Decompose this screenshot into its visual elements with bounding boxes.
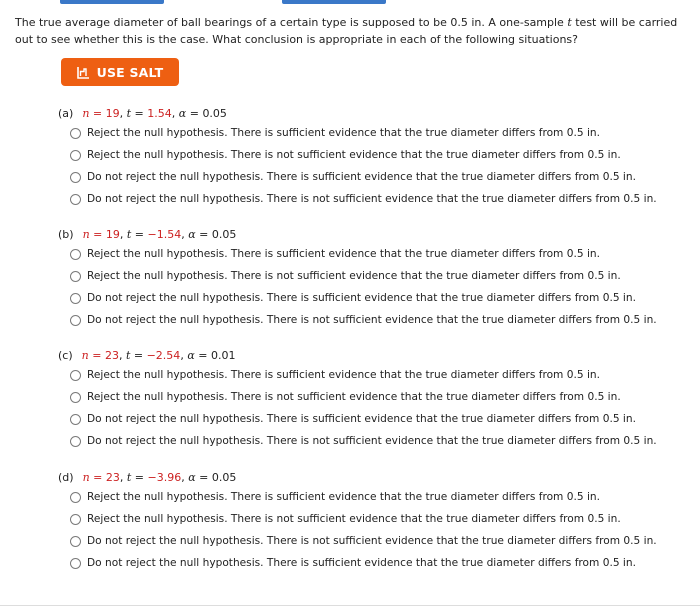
radio-button[interactable] xyxy=(70,414,81,425)
part-header: (b) n = 19, t = −1.54, α = 0.05 xyxy=(58,228,237,241)
option-radio[interactable] xyxy=(70,386,657,408)
part-c xyxy=(58,348,657,452)
option-radio[interactable] xyxy=(70,552,657,574)
t-label: t xyxy=(126,471,132,484)
alpha-label: α xyxy=(187,349,195,362)
n-label: n xyxy=(82,107,90,120)
alpha-value: 0.01 xyxy=(210,349,236,362)
intro-text-1: The true average diameter of ball bearings of a certain type is supposed to be 0.5 in. A one-sample xyxy=(15,16,568,29)
option-radio[interactable] xyxy=(70,144,657,166)
t-label: t xyxy=(126,107,132,120)
option-radio[interactable] xyxy=(70,265,657,287)
bottom-divider xyxy=(0,605,700,606)
use-salt-button[interactable] xyxy=(61,58,179,86)
radio-button[interactable] xyxy=(70,293,81,304)
option-label: Do not reject the null hypothesis. There is not sufficient evidence that the true diameter differs from 0.5 in. xyxy=(87,314,657,326)
radio-button[interactable] xyxy=(70,150,81,161)
n-label: n xyxy=(82,228,90,241)
use-salt-label: USE SALT xyxy=(96,64,164,80)
part-d xyxy=(58,470,657,574)
alpha-value: 0.05 xyxy=(202,107,227,120)
radio-button[interactable] xyxy=(70,514,81,525)
option-label: Do not reject the null hypothesis. There is sufficient evidence that the true diameter differs from 0.5 in. xyxy=(87,292,636,304)
option-label: Do not reject the null hypothesis. There is sufficient evidence that the true diameter differs from 0.5 in. xyxy=(87,413,636,425)
n-value: 23 xyxy=(104,349,119,362)
part-letter: (a) xyxy=(58,107,74,120)
option-radio[interactable] xyxy=(70,243,657,265)
radio-button[interactable] xyxy=(70,536,81,547)
option-label: Do not reject the null hypothesis. There is not sufficient evidence that the true diameter differs from 0.5 in. xyxy=(87,535,657,547)
part-letter: (c) xyxy=(58,349,73,362)
option-label: Reject the null hypothesis. There is sufficient evidence that the true diameter differs from 0.5 in. xyxy=(87,127,600,139)
part-header: (a) n = 19, t = 1.54, α = 0.05 xyxy=(58,107,227,120)
option-label: Do not reject the null hypothesis. There is not sufficient evidence that the true diameter differs from 0.5 in. xyxy=(87,193,657,205)
option-radio[interactable] xyxy=(70,166,657,188)
option-radio[interactable] xyxy=(70,188,657,210)
radio-button[interactable] xyxy=(70,194,81,205)
t-value: 1.54 xyxy=(147,107,172,120)
radio-button[interactable] xyxy=(70,392,81,403)
option-label: Reject the null hypothesis. There is not sufficient evidence that the true diameter differs from 0.5 in. xyxy=(87,149,621,161)
n-value: 19 xyxy=(105,107,120,120)
alpha-label: α xyxy=(188,471,196,484)
n-value: 19 xyxy=(105,228,120,241)
part-header: (d) n = 23, t = −3.96, α = 0.05 xyxy=(58,471,237,484)
t-label: t xyxy=(126,228,132,241)
intro-t-symbol: t xyxy=(567,16,572,29)
option-label: Reject the null hypothesis. There is not sufficient evidence that the true diameter differs from 0.5 in. xyxy=(87,270,621,282)
t-label: t xyxy=(125,349,131,362)
option-label: Reject the null hypothesis. There is sufficient evidence that the true diameter differs from 0.5 in. xyxy=(87,369,600,381)
salt-chart-icon xyxy=(77,66,90,79)
radio-button[interactable] xyxy=(70,370,81,381)
n-value: 23 xyxy=(105,471,120,484)
radio-button[interactable] xyxy=(70,315,81,326)
option-label: Reject the null hypothesis. There is sufficient evidence that the true diameter differs from 0.5 in. xyxy=(87,491,600,503)
t-value: −1.54 xyxy=(147,228,182,241)
option-radio[interactable] xyxy=(70,287,657,309)
radio-button[interactable] xyxy=(70,172,81,183)
radio-button[interactable] xyxy=(70,558,81,569)
question-intro xyxy=(15,14,695,48)
intro-text-2: test will be carried out to see whether this is the case. What conclusion is appropriate in each of the following situations? xyxy=(15,16,678,46)
option-label: Reject the null hypothesis. There is sufficient evidence that the true diameter differs from 0.5 in. xyxy=(87,248,600,260)
option-radio[interactable] xyxy=(70,364,657,386)
option-label: Do not reject the null hypothesis. There is sufficient evidence that the true diameter differs from 0.5 in. xyxy=(87,557,636,569)
part-header: (c) n = 23, t = −2.54, α = 0.01 xyxy=(58,349,236,362)
radio-button[interactable] xyxy=(70,128,81,139)
option-radio[interactable] xyxy=(70,508,657,530)
part-letter: (b) xyxy=(58,228,74,241)
option-label: Do not reject the null hypothesis. There is sufficient evidence that the true diameter differs from 0.5 in. xyxy=(87,171,636,183)
alpha-label: α xyxy=(188,228,196,241)
part-letter: (d) xyxy=(58,471,74,484)
option-radio[interactable] xyxy=(70,530,657,552)
option-radio[interactable] xyxy=(70,408,657,430)
option-radio[interactable] xyxy=(70,486,657,508)
n-label: n xyxy=(82,471,90,484)
radio-button[interactable] xyxy=(70,492,81,503)
option-label: Reject the null hypothesis. There is not sufficient evidence that the true diameter differs from 0.5 in. xyxy=(87,391,621,403)
radio-button[interactable] xyxy=(70,249,81,260)
t-value: −2.54 xyxy=(146,349,181,362)
alpha-value: 0.05 xyxy=(211,471,237,484)
option-radio[interactable] xyxy=(70,309,657,331)
option-label: Do not reject the null hypothesis. There is not sufficient evidence that the true diameter differs from 0.5 in. xyxy=(87,435,657,447)
option-label: Reject the null hypothesis. There is not sufficient evidence that the true diameter differs from 0.5 in. xyxy=(87,513,621,525)
alpha-label: α xyxy=(178,107,187,120)
t-value: −3.96 xyxy=(147,471,182,484)
option-radio[interactable] xyxy=(70,430,657,452)
top-tab-indicator xyxy=(60,0,164,4)
radio-button[interactable] xyxy=(70,436,81,447)
part-a xyxy=(58,106,657,210)
part-b xyxy=(58,227,657,331)
top-tab-indicator xyxy=(282,0,386,4)
n-label: n xyxy=(81,349,89,362)
alpha-value: 0.05 xyxy=(211,228,237,241)
radio-button[interactable] xyxy=(70,271,81,282)
option-radio[interactable] xyxy=(70,122,657,144)
